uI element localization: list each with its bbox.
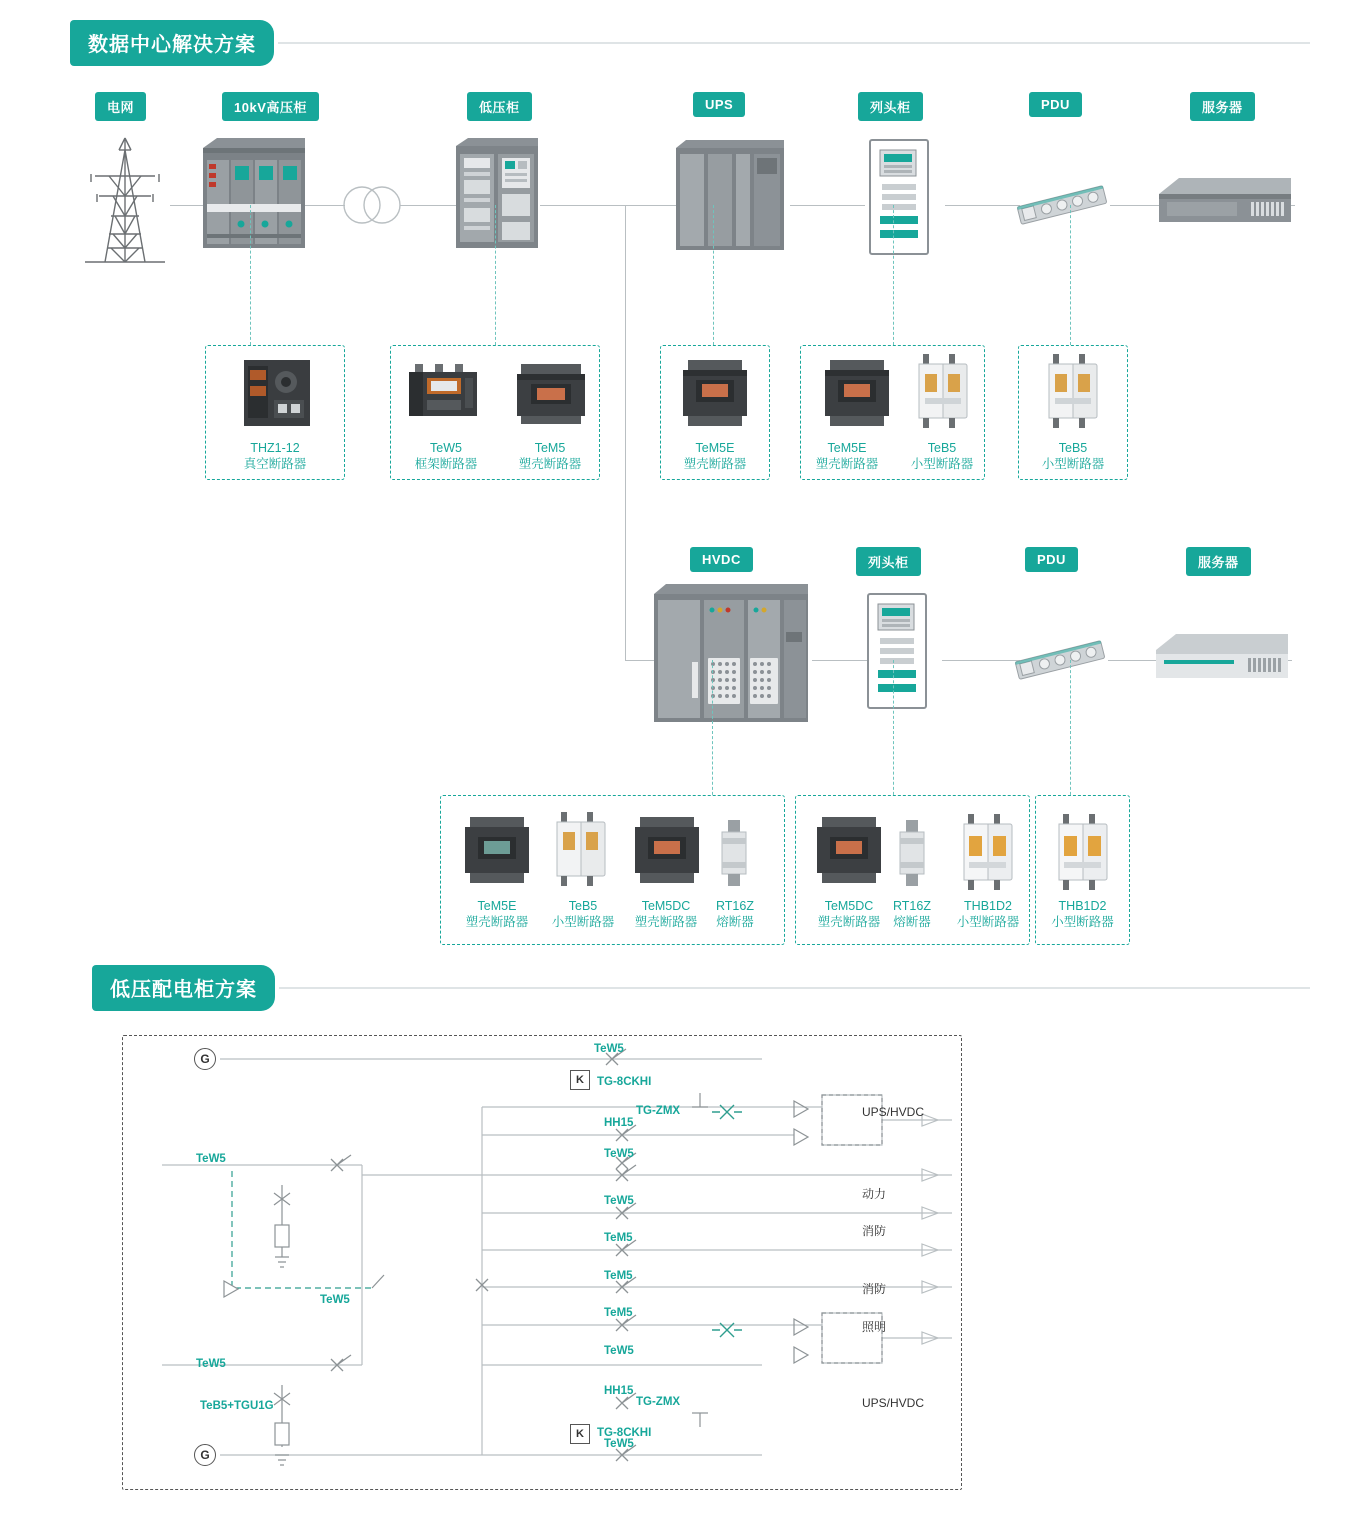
label-tew5-left-bottom: TeW5 — [196, 1358, 226, 1370]
drop-line-pdu2 — [1070, 660, 1071, 800]
product-name: TeM5DC — [641, 899, 691, 913]
tag-hv-cabinet: 10kV高压柜 — [222, 92, 319, 121]
product-image-tem5dc-hvdc — [630, 815, 704, 892]
product-type: 小型断路器 — [1051, 915, 1114, 929]
label-tg-zmx-top: TG-ZMX — [636, 1105, 681, 1117]
tag-hvdc: HVDC — [690, 547, 753, 572]
product-caption-teb5-row — [898, 440, 986, 472]
product-name: TeM5E — [695, 441, 735, 455]
server-image-1 — [1155, 172, 1295, 239]
pdu-image-1 — [1012, 178, 1112, 237]
product-name: THB1D2 — [964, 899, 1012, 913]
product-type: 真空断路器 — [243, 457, 307, 471]
tag-power-grid: 电网 — [95, 92, 146, 121]
product-image-tem5e-hvdc — [460, 815, 534, 892]
product-caption-thb1d2-row2 — [942, 898, 1034, 930]
product-image-tem5e-ups — [678, 358, 752, 435]
product-caption-tem5e-ups — [660, 440, 770, 472]
product-name: TeB5 — [927, 441, 957, 455]
row-cabinet-image-1 — [868, 136, 930, 263]
drop-line-pdu1 — [1070, 205, 1071, 345]
section-header-top — [70, 20, 1310, 66]
hvdc-cabinet-image — [650, 580, 812, 733]
product-caption-tem5e-row — [802, 440, 892, 472]
product-image-tew5 — [405, 360, 481, 433]
product-name: TeM5E — [477, 899, 517, 913]
output-fire-2: 消防 — [862, 1282, 887, 1296]
product-type: 小型断路器 — [910, 457, 974, 471]
product-caption-rt16z-row2 — [877, 898, 947, 930]
product-name: THZ1-12 — [250, 441, 300, 455]
label-tew5-left-top: TeW5 — [196, 1153, 226, 1165]
product-caption-thb1d2-pdu2 — [1035, 898, 1130, 930]
product-type: 塑壳断路器 — [634, 915, 698, 929]
product-name: THB1D2 — [1058, 899, 1107, 913]
label-hh15-bottom: HH15 — [604, 1385, 634, 1397]
generator-symbol-top: G — [194, 1048, 216, 1070]
drop-line-hv — [250, 205, 251, 345]
product-image-rt16z-hvdc — [712, 818, 756, 893]
header-rule — [278, 42, 1310, 44]
product-type: 框架断路器 — [414, 457, 478, 471]
tag-lv-cabinet: 低压柜 — [467, 92, 532, 121]
product-type: 小型断路器 — [956, 915, 1020, 929]
section-header-bottom — [92, 965, 1310, 1011]
product-image-teb5-pdu — [1045, 352, 1101, 437]
product-image-thz1-12 — [242, 356, 312, 433]
label-tg-8ckhi-bottom: TG-8CKHI — [597, 1427, 652, 1439]
label-teb5-tgu1g: TeB5+TGU1G — [200, 1400, 274, 1412]
output-ups-hvdc-2: UPS/HVDC — [862, 1396, 925, 1410]
product-caption-rt16z-hvdc — [700, 898, 770, 930]
transformer-icon — [340, 183, 404, 232]
output-ups-hvdc-1: UPS/HVDC — [862, 1105, 925, 1119]
generator-symbol-bottom: G — [194, 1444, 216, 1466]
label-tew5-tie: TeW5 — [320, 1294, 350, 1306]
label-tew5-top: TeW5 — [594, 1043, 624, 1055]
drop-line-row1 — [893, 205, 894, 345]
tag-row-cabinet-2: 列头柜 — [856, 547, 921, 576]
bus-line-row2-to-pdu2 — [942, 660, 1020, 661]
product-image-thb1d2-row2 — [960, 812, 1016, 897]
tag-server-2: 服务器 — [1186, 547, 1251, 576]
tag-pdu-1: PDU — [1029, 92, 1082, 117]
product-type: 塑壳断路器 — [465, 915, 529, 929]
product-image-rt16z-row2 — [890, 818, 934, 893]
product-image-tem5e-row — [820, 358, 894, 435]
product-type: 塑壳断路器 — [817, 915, 881, 929]
product-type: 塑壳断路器 — [815, 457, 879, 471]
product-name: RT16Z — [716, 899, 754, 913]
section-title-top: 数据中心解决方案 — [70, 20, 274, 66]
tag-ups: UPS — [693, 92, 745, 117]
label-tew5-2: TeW5 — [604, 1148, 634, 1160]
product-name: TeW5 — [430, 441, 462, 455]
label-tem5-1: TeM5 — [604, 1232, 633, 1244]
label-tg-8ckhi-top: TG-8CKHI — [597, 1076, 652, 1088]
product-image-teb5-row — [915, 352, 971, 437]
product-type: 熔断器 — [893, 915, 931, 929]
output-lighting: 照明 — [862, 1320, 887, 1334]
label-tem5-3: TeM5 — [604, 1307, 633, 1319]
server-image-2 — [1152, 628, 1292, 695]
product-type: 小型断路器 — [1041, 457, 1105, 471]
product-name: TeB5 — [1058, 441, 1088, 455]
bus-line-row-to-pdu — [945, 205, 1020, 206]
bus-line-hvdc-to-row2 — [812, 660, 867, 661]
output-power: 动力 — [862, 1187, 887, 1201]
product-caption-tew5 — [392, 440, 500, 472]
output-fire-1: 消防 — [862, 1224, 887, 1238]
contactor-k-bottom: K — [570, 1424, 590, 1444]
bus-branch-vertical — [625, 205, 626, 660]
product-name: TeM5 — [534, 441, 566, 455]
label-tem5-2: TeM5 — [604, 1270, 633, 1282]
tag-row-cabinet-1: 列头柜 — [858, 92, 923, 121]
product-type: 塑壳断路器 — [683, 457, 747, 471]
ups-cabinet-image — [672, 136, 788, 261]
product-caption-tem5 — [500, 440, 600, 472]
label-tg-zmx-bottom: TG-ZMX — [636, 1396, 681, 1408]
header-rule-bottom — [279, 987, 1310, 989]
product-type: 熔断器 — [716, 915, 754, 929]
label-tew5-bottom: TeW5 — [604, 1438, 634, 1450]
product-image-teb5-hvdc — [553, 810, 609, 895]
product-name: TeM5DC — [824, 899, 874, 913]
section-title-bottom: 低压配电柜方案 — [92, 965, 275, 1011]
product-caption-teb5-pdu — [1018, 440, 1128, 472]
product-image-tem5 — [513, 360, 589, 433]
product-image-tem5dc-row2 — [812, 815, 886, 892]
drop-line-lv — [495, 205, 496, 345]
contactor-k-top: K — [570, 1070, 590, 1090]
product-name: RT16Z — [893, 899, 931, 913]
tag-pdu-2: PDU — [1025, 547, 1078, 572]
bus-line-lv-to-ups — [540, 205, 680, 206]
drop-line-ups — [713, 205, 714, 345]
tag-server-1: 服务器 — [1190, 92, 1255, 121]
product-type: 塑壳断路器 — [518, 457, 582, 471]
hv-cabinet-image — [195, 130, 310, 263]
drop-line-row2 — [893, 660, 894, 800]
row-cabinet-image-2 — [866, 590, 928, 717]
pdu-image-2 — [1010, 633, 1110, 692]
power-tower-icon — [75, 130, 175, 275]
product-type: 小型断路器 — [551, 915, 615, 929]
product-name: TeM5E — [827, 441, 867, 455]
schematic-diagram — [122, 1035, 962, 1495]
bus-line-hv-to-tx — [305, 205, 345, 206]
label-tew5-3: TeW5 — [604, 1195, 634, 1207]
product-caption-thz1-12 — [205, 440, 345, 472]
product-image-thb1d2-pdu2 — [1055, 812, 1111, 897]
label-hh15-top: HH15 — [604, 1117, 634, 1129]
label-tew5-4: TeW5 — [604, 1345, 634, 1357]
drop-line-hvdc — [712, 660, 713, 800]
lv-cabinet-image — [450, 132, 542, 261]
bus-line-ups-to-row — [790, 205, 865, 206]
product-name: TeB5 — [568, 899, 598, 913]
